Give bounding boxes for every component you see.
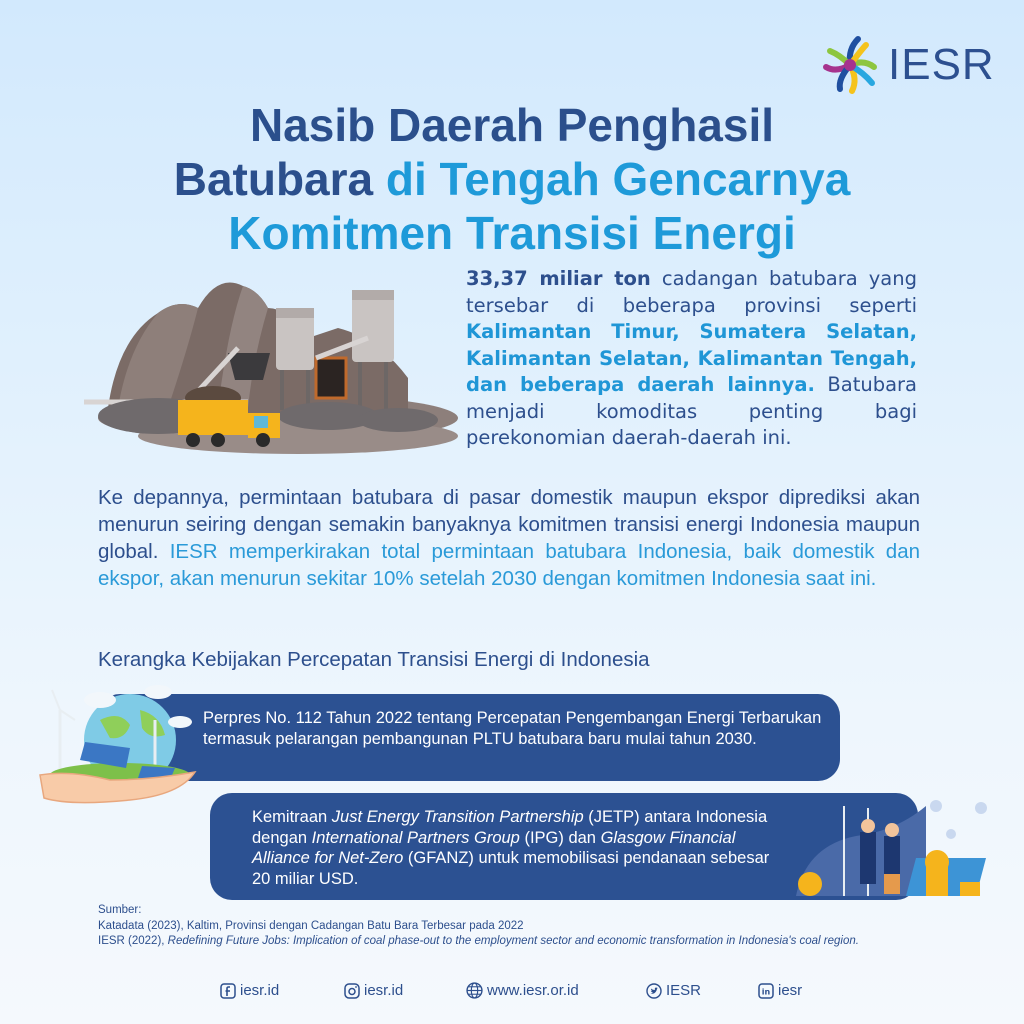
- svg-text:in: in: [761, 987, 771, 996]
- forecast-text-highlight: IESR memperkirakan total permintaan batubara Indonesia, baik domestik dan ekspor, akan menurun sekitar 10% setelah 2030 dengan komitmen Indonesia saat ini.: [98, 540, 921, 590]
- policy-card-jetp-text: [252, 807, 792, 889]
- page-title: [100, 98, 924, 260]
- source-item: [98, 934, 958, 950]
- renewable-energy-hand-illustration: [30, 680, 210, 808]
- instagram-icon: [344, 983, 360, 999]
- jetp-text-2: (JETP) antara Indonesia dengan: [252, 808, 768, 847]
- title-line-3: Komitmen Transisi Energi: [228, 207, 796, 259]
- jetp-text-3: (IPG) dan: [519, 828, 601, 847]
- title-line-2-light: di Tengah Gencarnya: [385, 153, 851, 205]
- jetp-italic-3: Glasgow Financial Alliance for Net-Zero: [252, 828, 736, 867]
- intro-text-a: cadangan batubara yang tersebar di beberapa provinsi seperti: [466, 267, 917, 317]
- jetp-text-4: (GFANZ) untuk memobilisasi pendanaan sebesar 20 miliar USD.: [252, 849, 770, 888]
- facebook-handle: iesr.id: [240, 982, 280, 999]
- social-footer: [220, 982, 820, 1004]
- jetp-italic-1: Just Energy Transition Partnership: [331, 808, 584, 826]
- instagram-handle: iesr.id: [364, 982, 404, 999]
- website-url: www.iesr.or.id: [487, 982, 579, 999]
- coal-mine-illustration: [78, 268, 458, 458]
- intro-text-b: Batubara menjadi komoditas penting bagi perekonomian daerah-daerah ini.: [466, 373, 918, 449]
- instagram-link[interactable]: [344, 982, 403, 999]
- sources-label: Sumber:: [98, 904, 142, 916]
- policy-card-perpres-text: Perpres No. 112 Tahun 2022 tentang Percepatan Pengembangan Energi Terbarukan termasuk pelarangan pembangunan PLTU batubara baru mulai tahun 2030.: [203, 709, 822, 748]
- jetp-italic-2: International Partners Group: [311, 828, 520, 847]
- province-list: Kalimantan Timur, Sumatera Selatan, Kalimantan Selatan, Kalimantan Tengah, dan beberapa daerah lainnya.: [466, 320, 917, 396]
- source-item-prefix: IESR (2022),: [98, 935, 168, 947]
- linkedin-handle: iesr: [778, 982, 803, 999]
- globe-icon: [466, 982, 483, 999]
- forecast-paragraph: [98, 484, 920, 592]
- title-line-2-dark: Batubara: [173, 153, 386, 205]
- website-link[interactable]: [466, 982, 579, 999]
- source-item: Katadata (2023), Kaltim, Provinsi dengan Cadangan Batu Bara Terbesar pada 2022: [98, 919, 524, 932]
- linkedin-icon: [758, 983, 774, 999]
- jetp-text-1: Kemitraan: [252, 808, 332, 826]
- title-line-1: Nasib Daerah Penghasil: [249, 99, 775, 151]
- partnership-handshake-illustration: [776, 786, 1006, 904]
- linkedin-link[interactable]: [758, 982, 802, 999]
- iesr-logo: [818, 32, 995, 98]
- forecast-text-dark: Ke depannya, permintaan batubara di pasar domestik maupun ekspor diprediksi akan menurun seiring dengan semakin banyaknya komitmen transisi energi Indonesia maupun global.: [98, 486, 920, 563]
- twitter-link[interactable]: [646, 982, 701, 999]
- twitter-icon: [646, 983, 662, 999]
- coal-reserve-figure: 33,37 miliar ton: [466, 267, 651, 290]
- intro-paragraph: [466, 266, 917, 452]
- facebook-icon: [220, 983, 236, 999]
- source-item-title: Redefining Future Jobs: Implication of coal phase-out to the employment sector and economic transformation in Indonesia's coal region.: [167, 935, 859, 947]
- twitter-handle: IESR: [666, 982, 702, 999]
- title-line-2: [100, 152, 924, 206]
- facebook-link[interactable]: [220, 982, 279, 999]
- sources-section: [98, 903, 958, 950]
- logo-wordmark: IESR: [888, 40, 995, 89]
- policy-section-heading: Kerangka Kebijakan Percepatan Transisi Energi di Indonesia: [98, 648, 650, 671]
- iesr-swirl-logo-icon: [818, 33, 882, 97]
